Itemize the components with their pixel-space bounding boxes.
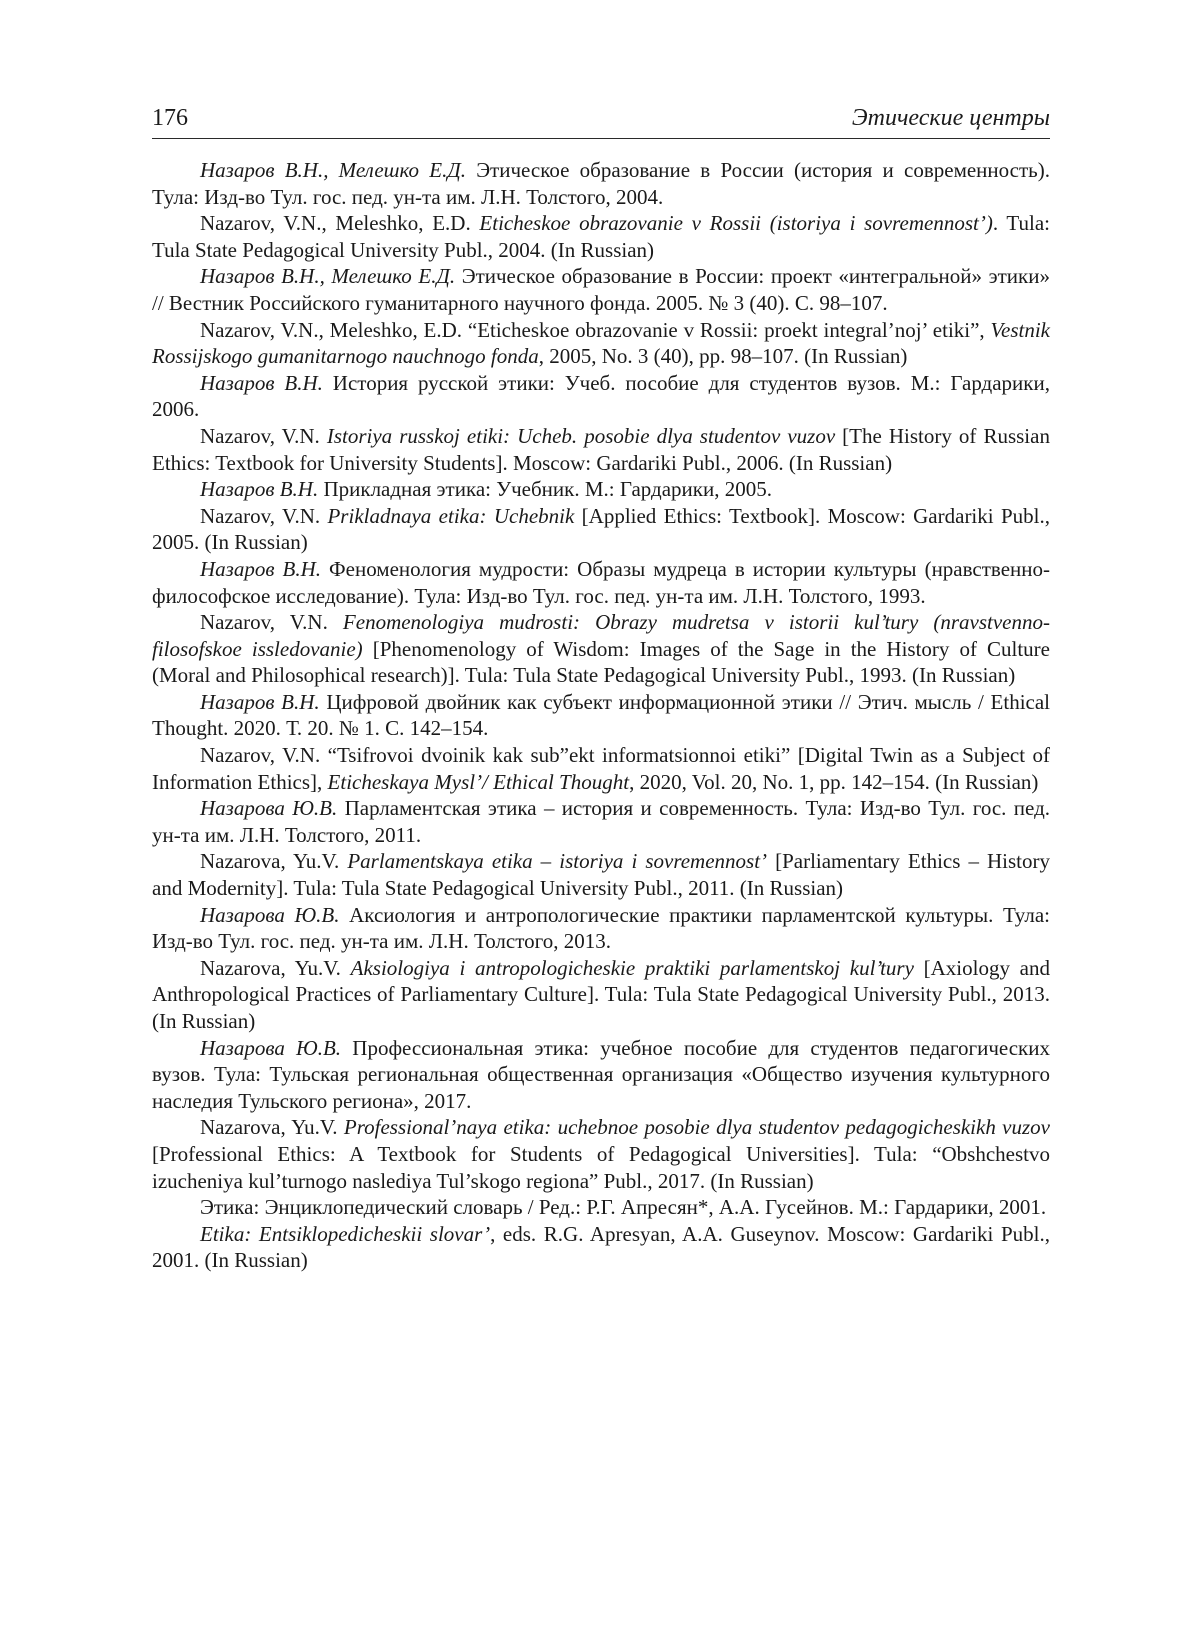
reference-text: Этическое образование в России: проект «интегральной» этики» // Вестник Российского гуманитарного научного фонда. 2005. № 3 (40). С. 98–107. [152,264,1050,315]
reference-entry [152,955,1050,1035]
reference-text: , eds. R.G. Apresyan, A.A. Guseynov. Moscow: Gardariki Publ., 2001. (In Russian) [152,1221,1050,1273]
reference-text: , 2020, Vol. 20, No. 1, pp. 142–154. (In Russian) [629,769,1039,794]
reference-entry [152,848,1050,901]
reference-text: [Professional Ethics: A Textbook for Students of Pedagogical Universities]. Tula: “Obshchestvo izucheniya kul’turnogo naslediya Tul’skogo regiona” Publ., 2017. (In Russian) [152,1141,1050,1193]
reference-entry [152,317,1050,370]
reference-entry [152,609,1050,689]
reference-italic-text: Назаров В.Н., Мелешко Е.Д. [200,264,456,289]
reference-italic-text: Назаров В.Н. [200,556,322,581]
reference-italic-text: Etika: Entsiklopedicheskii slovar’ [200,1221,491,1246]
reference-italic-text: Назарова Ю.В. [200,902,340,927]
reference-text: Профессиональная этика: учебное пособие для студентов педагогических вузов. Тула: Тульская региональная общественная организация «Общество изучения культурного наследия Тульского региона», 2017. [152,1035,1050,1113]
reference-entry [152,902,1050,955]
reference-text: Прикладная этика: Учебник. М.: Гардарики, 2005. [318,477,772,502]
reference-italic-text: Vestnik Rossijskogo gumanitarnogo nauchnogo fonda [152,317,1050,369]
reference-entry [152,503,1050,556]
running-header [152,98,1050,139]
reference-entry [152,210,1050,263]
reference-italic-text: Eticheskaya Mysl’/ Ethical Thought [327,769,630,794]
reference-text: Nazarov, V.N. [200,423,327,448]
reference-italic-text: Назарова Ю.В. [200,1035,342,1060]
reference-entry [152,1114,1050,1194]
reference-italic-text: Parlamentskaya etika – istoriya i sovremennost’ [347,849,768,874]
reference-italic-text: Назаров В.Н. [200,370,323,395]
reference-entry [152,423,1050,476]
reference-italic-text: Eticheskoe obrazovanie v Rossii (istoriya i sovremennost’) [479,211,993,236]
reference-text: [Axiology and Anthropological Practices of Parliamentary Culture]. Tula: Tula State Pedagogical University Publ., 2013. (In Russian) [152,955,1050,1033]
reference-entry [152,263,1050,316]
reference-text: Цифровой двойник как субъект информационной этики // Этич. мысль / Ethical Thought. 2020. Т. 20. № 1. С. 142–154. [152,689,1050,741]
book-page [152,98,1050,1274]
reference-list [152,157,1050,1274]
reference-italic-text: Prikladnaya etika: Uchebnik [327,503,575,528]
reference-entry [152,1035,1050,1115]
reference-italic-text: Istoriya russkoj etiki: Ucheb. posobie dlya studentov vuzov [326,423,836,448]
reference-entry [152,795,1050,848]
reference-entry [152,476,1050,503]
reference-text: Аксиология и антропологические практики парламентской культуры. Тула: Изд-во Тул. гос. пед. ун-та им. Л.Н. Толстого, 2013. [152,902,1050,954]
reference-entry [152,1221,1050,1274]
reference-text: Феноменология мудрости: Образы мудреца в истории культуры (нравственно-философское исследование). Тула: Изд-во Тул. гос. пед. ун-та им. Л.Н. Толстого, 1993. [152,556,1050,608]
reference-text: [Phenomenology of Wisdom: Images of the Sage in the History of Culture (Moral and Philosophical research)]. Tula: Tula State Pedagogical University Publ., 1993. (In Russian) [152,636,1050,688]
reference-italic-text: Fenomenologiya mudrosti: Obrazy mudretsa v istorii kul’tury (nravstvenno-filosofskoe issledovanie) [152,610,1050,661]
reference-text: Парламентская этика – история и современность. Тула: Изд-во Тул. гос. пед. ун-та им. Л.Н. Толстого, 2011. [152,796,1050,847]
page-number: 176 [152,105,188,131]
reference-italic-text: Aksiologiya i antropologicheskie praktiki parlamentskoj kul’tury [350,955,914,980]
reference-text: Nazarova, Yu.V. [200,849,348,874]
reference-text: [The History of Russian Ethics: Textbook for University Students]. Moscow: Gardariki Publ., 2006. (In Russian) [152,423,1050,475]
reference-text: Nazarov, V.N., Meleshko, E.D. [200,211,480,236]
reference-italic-text: Назаров В.Н., Мелешко Е.Д. [200,158,466,182]
reference-entry [152,689,1050,742]
reference-entry [152,1194,1050,1221]
reference-text: [Parliamentary Ethics – History and Modernity]. Tula: Tula State Pedagogical University Publ., 2011. (In Russian) [152,849,1050,901]
reference-text: Nazarov, V.N. [200,610,343,635]
reference-text: , 2005, No. 3 (40), pp. 98–107. (In Russian) [538,344,908,369]
reference-text: История русской этики: Учеб. пособие для студентов вузов. М.: Гардарики, 2006. [152,370,1050,422]
reference-italic-text: Professional’naya etika: uchebnoe posobie dlya studentov pedagogicheskikh vuzov [343,1115,1050,1140]
reference-text: Nazarov, V.N. [200,503,328,528]
reference-entry [152,742,1050,795]
running-title: Этические центры [851,105,1050,131]
reference-text: Этическое образование в России (история и современность). Тула: Изд-во Тул. гос. пед. ун-та им. Л.Н. Толстого, 2004. [152,158,1050,209]
reference-text: Nazarova, Yu.V. [200,955,351,980]
reference-text: Nazarov, V.N. “Tsifrovoi dvoinik kak sub”ekt informatsionnoi etiki” [Digital Twin as a Subject of Information Ethics], [152,743,1050,794]
reference-italic-text: Назаров В.Н. [200,477,319,502]
reference-text: [Applied Ethics: Textbook]. Moscow: Gardariki Publ., 2005. (In Russian) [152,503,1050,555]
reference-entry [152,370,1050,423]
reference-text: . Tula: Tula State Pedagogical University Publ., 2004. (In Russian) [152,211,1050,262]
reference-entry [152,556,1050,609]
reference-italic-text: Назарова Ю.В. [200,796,338,821]
reference-text: Этика: Энциклопедический словарь / Ред.: Р.Г. Апресян*, А.А. Гусейнов. М.: Гардарики, 2001. [200,1195,1047,1220]
reference-entry [152,157,1050,210]
reference-text: Nazarov, V.N., Meleshko, E.D. “Eticheskoe obrazovanie v Rossii: proekt integral’noj’ etiki”, [200,317,991,342]
reference-italic-text: Назаров В.Н. [200,689,320,714]
reference-text: Nazarova, Yu.V. [200,1115,344,1140]
